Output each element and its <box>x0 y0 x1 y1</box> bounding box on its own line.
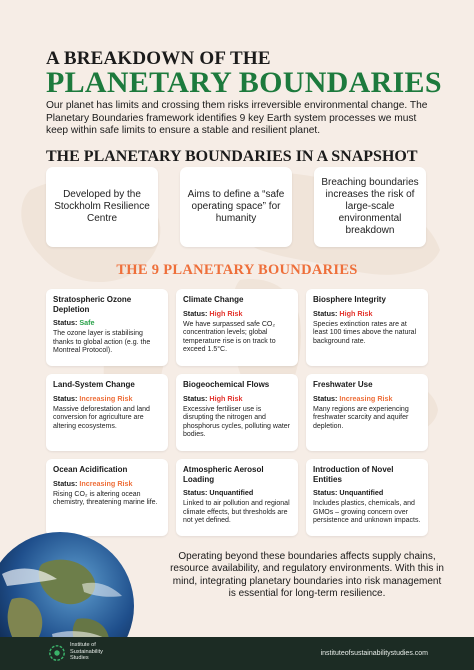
status-label: Status: <box>53 393 78 403</box>
boundary-card-climate <box>176 289 298 366</box>
boundary-card-aerosol <box>176 459 298 536</box>
boundary-name: Introduction of Novel Entities <box>313 465 394 484</box>
closing-paragraph: Operating beyond these boundaries affects supply chains, resource availability, and regulatory environments. With this in mind, integrating planetary boundaries into risk management is essential for long-term resilience. <box>170 551 444 600</box>
boundary-name: Biosphere Integrity <box>313 295 386 304</box>
boundary-status <box>313 488 421 497</box>
boundary-name: Biogeochemical Flows <box>183 380 270 389</box>
boundary-card-novel-entities <box>306 459 428 536</box>
status-value: Increasing Risk <box>339 393 393 403</box>
boundary-status <box>53 394 161 403</box>
boundary-description: We have surpassed safe CO₂ concentration levels; global temperature rise is on track to exceed 1.5°C. <box>183 320 276 354</box>
boundaries-title: THE 9 PLANETARY BOUNDARIES <box>116 262 358 278</box>
status-label: Status: <box>313 488 338 497</box>
intro-paragraph: Our planet has limits and crossing them risks irreversible environmental change. The Planetary Boundaries framework identifies 9 key Earth system processes we must keep within safe limits to ensure a stable and resilient planet. <box>46 100 428 137</box>
status-value: High Risk <box>209 308 243 318</box>
boundary-description: Massive deforestation and land conversion for agriculture are altering ecosystems. <box>53 405 150 430</box>
boundary-card-biogeochemical <box>176 374 298 451</box>
status-value: High Risk <box>339 308 373 318</box>
boundary-description: Linked to air pollution and regional climate effects, but thresholds are not yet defined. <box>183 500 290 525</box>
snapshot-card: Breaching boundaries increases the risk of large-scale environmental breakdown <box>314 167 426 247</box>
boundary-status <box>53 318 161 327</box>
footer-org-line: Institute of <box>70 642 96 648</box>
boundary-description: Many regions are experiencing freshwater scarcity and aquifer depletion. <box>313 405 409 430</box>
headline-line-1: A BREAKDOWN OF THE <box>46 48 271 69</box>
status-value: Unquantified <box>209 488 254 497</box>
boundary-status <box>183 488 291 497</box>
snapshot-card: Aims to define a “safe operating space” for humanity <box>180 167 292 247</box>
footer-org-line: Sustainability <box>70 648 103 655</box>
boundary-card-biosphere <box>306 289 428 366</box>
boundary-status <box>313 309 421 318</box>
footer-org-line: Studies <box>70 655 89 662</box>
status-value: Increasing Risk <box>79 393 133 403</box>
snapshot-card: Developed by the Stockholm Resilience Centre <box>46 167 158 247</box>
boundary-description: Species extinction rates are at least 100 times above the natural background rate. <box>313 320 417 345</box>
boundary-card-ozone <box>46 289 168 366</box>
status-label: Status: <box>183 308 208 318</box>
boundary-name: Land-System Change <box>53 380 135 389</box>
headline-line-2: PLANETARY BOUNDARIES <box>46 66 442 99</box>
boundary-card-land <box>46 374 168 451</box>
boundary-name: Stratospheric Ozone Depletion <box>53 295 132 314</box>
boundary-status <box>313 394 421 403</box>
status-value: Unquantified <box>339 488 384 497</box>
boundary-card-freshwater <box>306 374 428 451</box>
boundary-name: Freshwater Use <box>313 380 373 389</box>
status-label: Status: <box>53 478 78 488</box>
status-label: Status: <box>313 393 338 403</box>
status-label: Status: <box>53 318 78 327</box>
status-label: Status: <box>183 393 208 403</box>
boundary-name: Atmospheric Aerosol Loading <box>183 465 264 484</box>
snapshot-title: THE PLANETARY BOUNDARIES IN A SNAPSHOT <box>46 148 418 165</box>
boundary-status <box>183 394 291 403</box>
status-label: Status: <box>313 308 338 318</box>
boundary-name: Ocean Acidification <box>53 465 128 474</box>
boundary-description: Includes plastics, chemicals, and GMOs – growing concern over persistence and unknown impacts. <box>313 500 421 525</box>
status-value: Increasing Risk <box>79 478 133 488</box>
status-label: Status: <box>183 488 208 497</box>
status-value: Safe <box>79 318 95 327</box>
footer-website-link[interactable]: instituteofsustainabilitystudies.com <box>320 650 428 657</box>
boundary-status <box>183 309 291 318</box>
boundary-description: Excessive fertiliser use is disrupting the nitrogen and phosphorus cycles, polluting water bodies. <box>183 405 291 439</box>
boundary-description: The ozone layer is stabilising thanks to global action (e.g. the Montreal Protocol). <box>53 330 151 355</box>
boundary-name: Climate Change <box>183 295 244 304</box>
boundary-description: Rising CO₂ is altering ocean chemistry, threatening marine life. <box>53 490 158 507</box>
footer-org-name <box>70 642 130 662</box>
status-value: High Risk <box>209 393 243 403</box>
boundary-status <box>53 479 161 488</box>
iss-logo-icon <box>48 644 66 662</box>
